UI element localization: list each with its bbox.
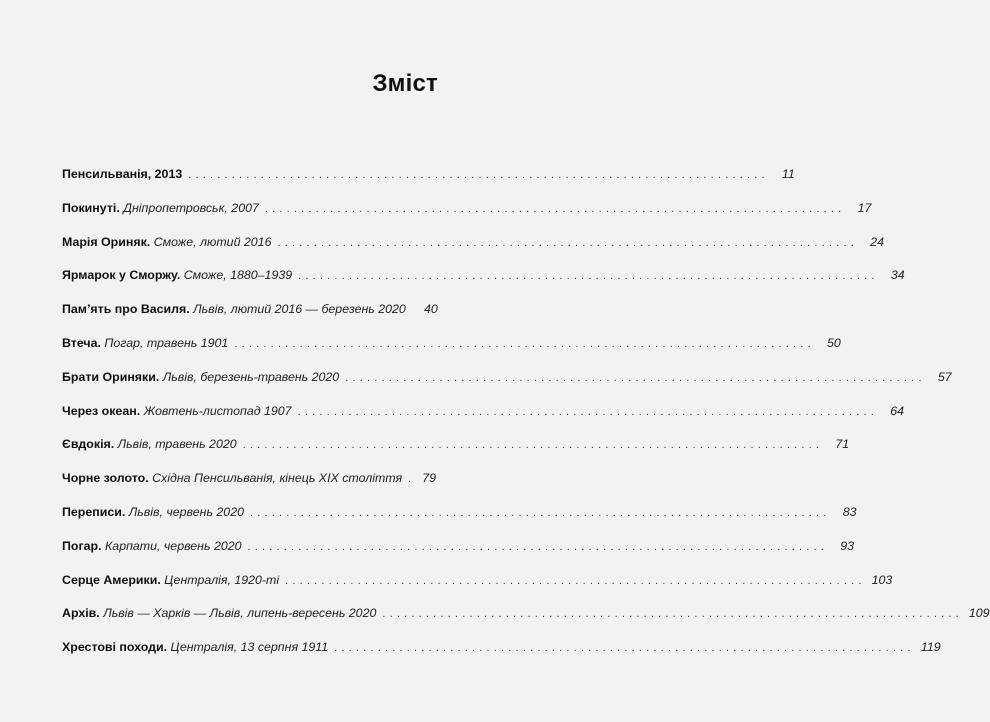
entry-title: Хрестові походи.	[62, 640, 168, 655]
entry-subtitle: Централія, 13 серпня 1911	[170, 640, 329, 655]
entry-title: Через океан.	[62, 403, 141, 418]
entry-title: Чорне золото.	[62, 471, 149, 486]
entry-title: Євдокія.	[62, 437, 115, 452]
entry-page: 71	[835, 437, 850, 452]
entry-subtitle: Сможе, 1880–1939	[183, 268, 293, 283]
entry-page: 34	[890, 268, 905, 283]
entry-subtitle: Централія, 1920-ті	[164, 572, 280, 587]
entry-page: 24	[870, 234, 884, 249]
entry-title: Переписи.	[62, 504, 126, 519]
entry-subtitle: Сможе, лютий 2016	[153, 234, 272, 249]
page-title: Зміст	[372, 70, 438, 97]
toc-entry	[62, 504, 857, 538]
dot-leader: ................................................................................	[285, 574, 866, 587]
toc-entry	[62, 267, 905, 301]
entry-subtitle: Дніпропетровськ, 2007	[123, 200, 259, 215]
toc-entry	[62, 470, 436, 504]
toc-entry	[62, 639, 941, 673]
entry-page: 93	[840, 538, 855, 553]
entry-page: 119	[920, 640, 941, 655]
toc-entry	[62, 369, 952, 403]
dot-leader: ................................................................................	[297, 405, 879, 418]
toc-entry	[62, 301, 436, 335]
dot-leader: ................................................................................	[264, 202, 846, 215]
toc-entry	[62, 166, 795, 200]
toc-entry	[62, 200, 872, 234]
entry-title: Пенсильванія, 2013	[62, 167, 183, 181]
dot-leader: ................................................................................	[277, 236, 858, 249]
entry-page: 57	[937, 369, 952, 384]
entry-page: 17	[857, 200, 872, 215]
entry-subtitle: Львів — Харків — Львів, липень-вересень 2020	[103, 606, 377, 621]
entry-subtitle: Львів, березень-травень 2020	[162, 369, 340, 384]
toc-entry	[62, 234, 884, 268]
entry-subtitle: Погар, травень 1901	[104, 335, 229, 350]
toc-entry	[62, 572, 893, 606]
entry-title: Брати Ориняки.	[62, 369, 160, 384]
entry-title: Пам’ять про Василя.	[62, 302, 190, 317]
entry-page: 103	[871, 572, 893, 587]
dot-leader: ................................................................................	[247, 540, 829, 553]
entry-title: Погар.	[62, 538, 102, 553]
entry-page: 40	[424, 302, 438, 317]
entry-title: Марія Ориняк.	[62, 234, 151, 249]
table-of-contents	[62, 166, 990, 673]
entry-page: 83	[842, 504, 857, 519]
dot-leader	[408, 471, 410, 487]
entry-subtitle: Жовтень-листопад 1907	[143, 403, 292, 418]
dot-leader: ................................................................................	[249, 506, 831, 519]
entry-subtitle: Карпати, червень 2020	[105, 538, 242, 553]
dot-leader: ................................................................................	[382, 608, 963, 621]
dot-leader: ................................................................................	[188, 169, 769, 181]
entry-subtitle: Львів, червень 2020	[128, 504, 244, 519]
dot-leader: ................................................................................	[345, 371, 926, 384]
entry-title: Серце Америки.	[62, 572, 161, 587]
entry-page: 79	[422, 471, 436, 486]
entry-page: 50	[827, 335, 841, 350]
entry-subtitle: Львів, травень 2020	[117, 437, 237, 452]
entry-subtitle: Східна Пенсильванія, кінець XIX століття	[152, 471, 403, 486]
entry-page: 64	[890, 403, 905, 418]
toc-entry	[62, 335, 841, 369]
entry-page: 109	[968, 606, 990, 621]
dot-leader: ................................................................................	[242, 439, 824, 452]
dot-leader: ................................................................................	[298, 270, 879, 283]
entry-title: Втеча.	[62, 335, 101, 350]
dot-leader: ................................................................................	[234, 337, 815, 350]
entry-subtitle: Львів, лютий 2016 — березень 2020	[193, 302, 406, 317]
entry-title: Архів.	[62, 606, 100, 621]
toc-entry	[62, 538, 855, 572]
entry-title: Ярмарок у Сморжу.	[62, 268, 181, 283]
entry-title: Покинуті.	[62, 200, 120, 215]
toc-entry	[62, 605, 990, 639]
entry-page: 11	[781, 167, 795, 181]
toc-entry	[62, 436, 850, 470]
toc-entry	[62, 403, 905, 437]
dot-leader: ................................................................................	[334, 642, 915, 655]
